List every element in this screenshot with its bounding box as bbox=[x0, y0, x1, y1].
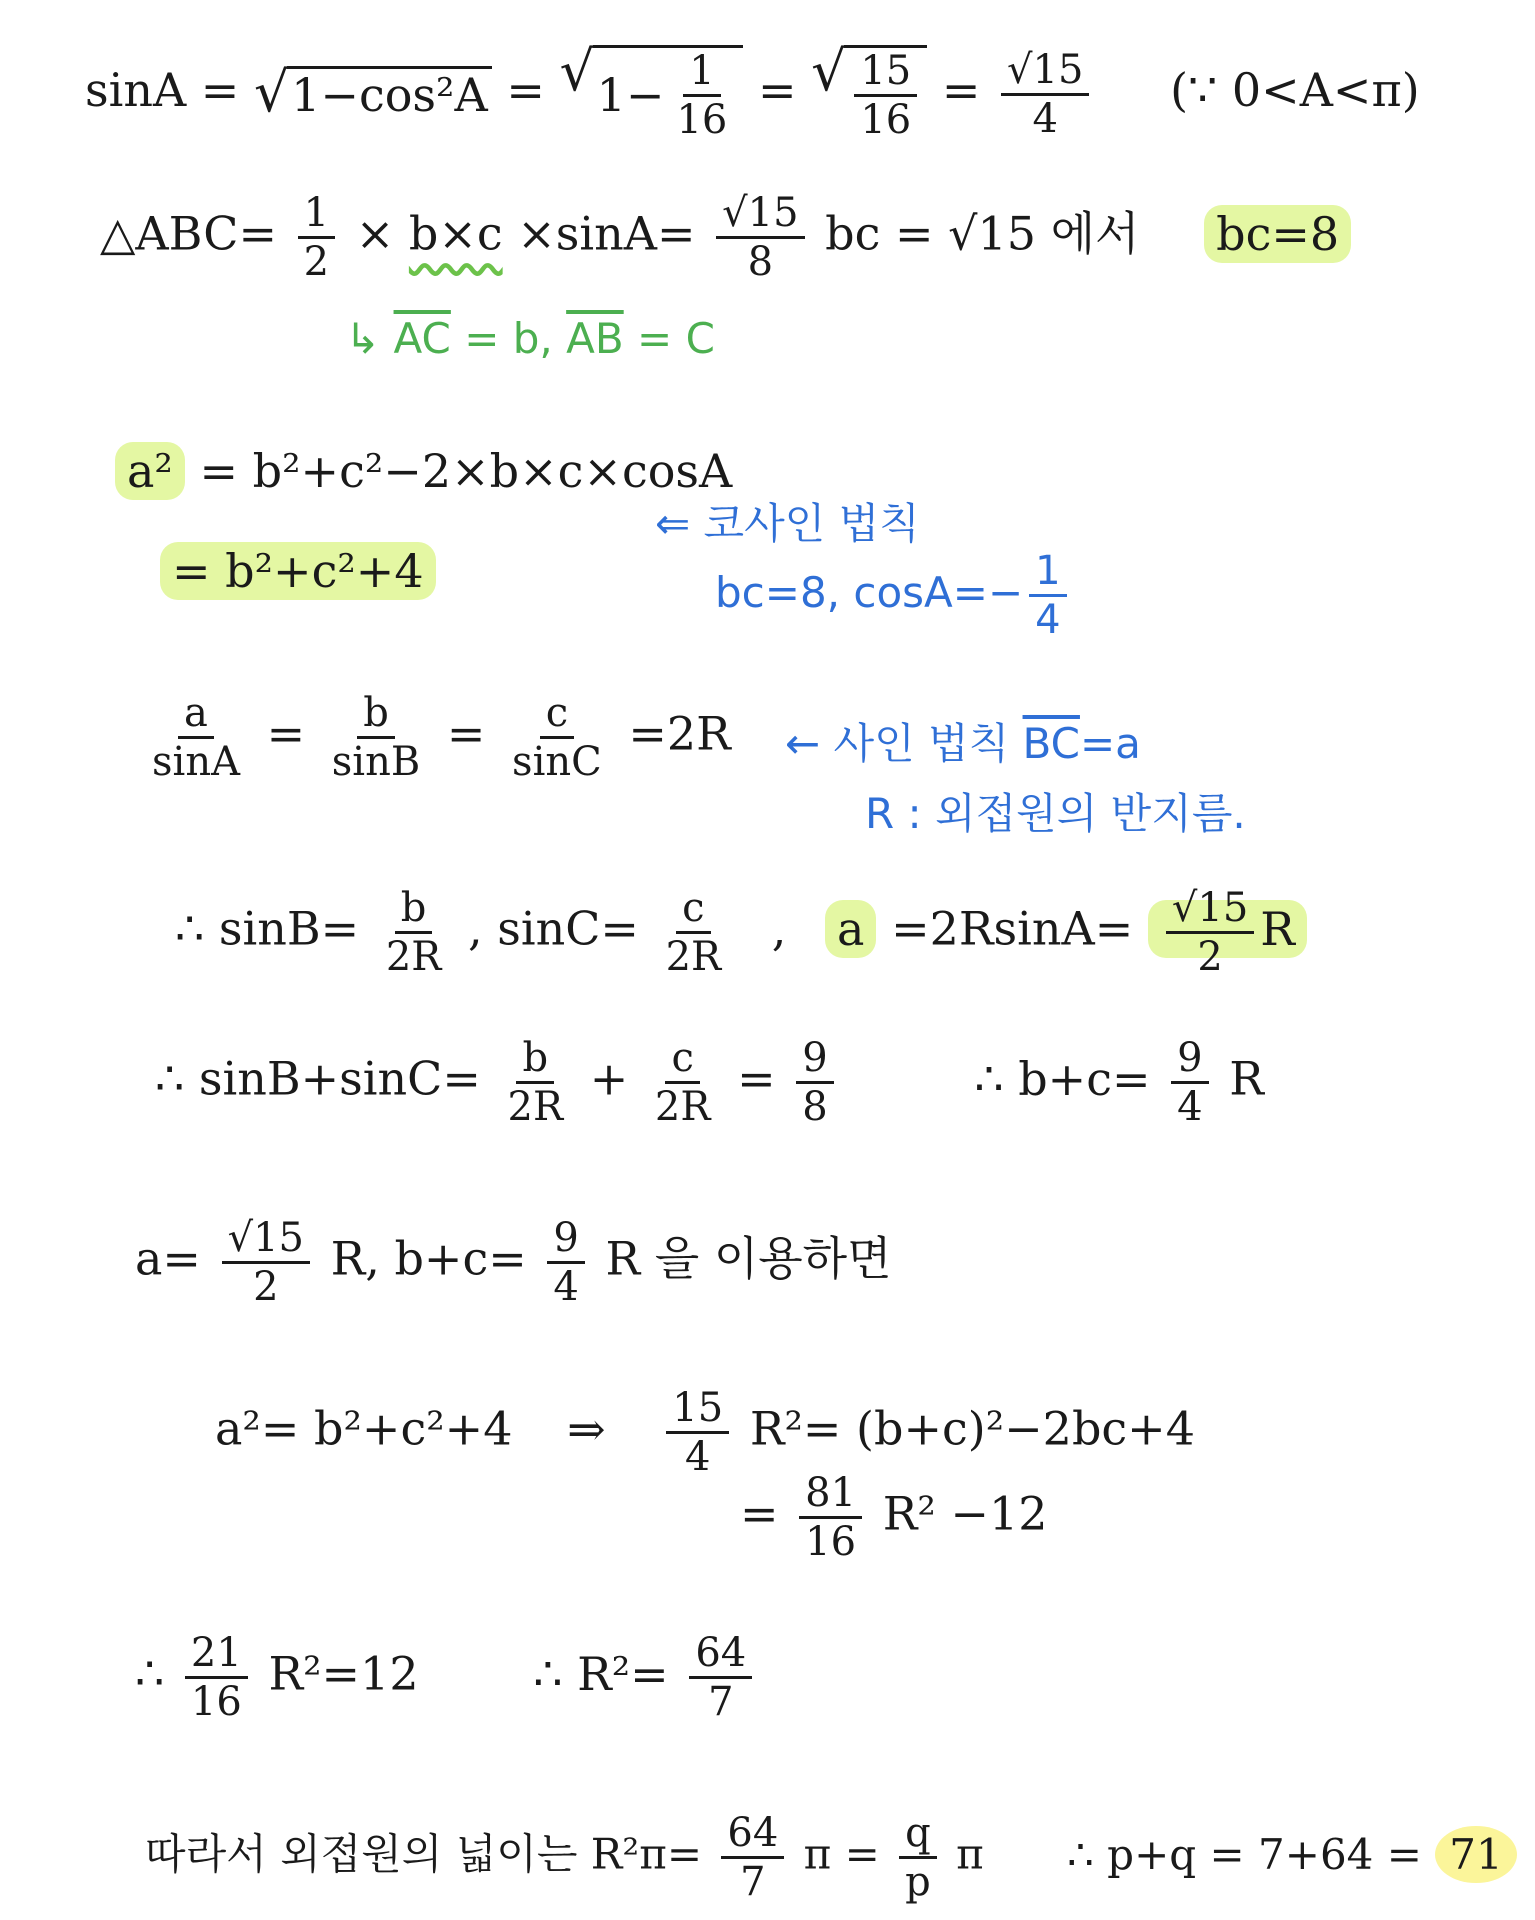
cosine-law-note: ⇐ 코사인 법칙 bc=8, cosA=− $\frac{1}{4}$ bbox=[655, 500, 1073, 643]
fraction: $\frac{64}{7}$ bbox=[689, 1630, 752, 1725]
eq-line-7: ∴ sinB+sinC= $\frac{b}{2R}$ + $\frac{c}{2R}$ = $\frac{9}{8}$ ∴ b+c= $\frac{9}{4}$ R bbox=[155, 1035, 1264, 1130]
highlight-a-value: $\frac{√15}{2}$ R bbox=[1148, 900, 1307, 958]
green-note: ↳ $\overline{AC} = b$, $\overline{AB} = C$ bbox=[345, 314, 715, 363]
eq-line-10: = $\frac{81}{16}$ R² −12 bbox=[740, 1470, 1048, 1565]
eq-line-8: a= $\frac{√15}{2}$ R, b+c= $\frac{9}{4}$ R 을 이용하면 bbox=[135, 1215, 892, 1310]
fraction: $\frac{b}{\sin B}$ bbox=[331, 690, 421, 785]
fraction: $\frac{√15}{4}$ bbox=[1001, 47, 1089, 142]
eq-line-3: a² = b²+c²−2×b×c×cosA bbox=[115, 445, 732, 498]
eq-line-5: $\frac{a}{\sin A}$ = $\frac{b}{\sin B}$ = $\frac{c}{\sin C}$ =2R bbox=[140, 690, 731, 785]
highlight-bc: bc=8 bbox=[1204, 205, 1351, 263]
fraction: $\frac{b}{2R}$ bbox=[507, 1035, 564, 1130]
sqrt-expression: √ $\frac{15}{16}$ bbox=[811, 45, 927, 143]
reason-note: (∵ 0<A<π) bbox=[1170, 63, 1420, 117]
eq-line-1: sinA = √ 1−cos²A = √ 1− $\frac{1}{16}$ = √ $\frac{15}{16}$ = $\frac{√15}{4}$ (∵ 0<A<π) bbox=[85, 40, 1420, 143]
fraction: $\frac{9}{4}$ bbox=[1171, 1035, 1208, 1130]
eq-line-11: ∴ $\frac{21}{16}$ R²=12 ∴ R²= $\frac{64}{7}$ bbox=[135, 1630, 758, 1725]
highlight-a: a bbox=[825, 900, 876, 958]
eq-line-2: △ABC= $\frac{1}{2}$ × b×c ×sinA= $\frac{√15}{8}$ bc = √15 에서 bc=8 bbox=[100, 190, 1351, 285]
fraction: $\frac{b}{2R}$ bbox=[385, 885, 442, 980]
fraction: $\frac{81}{16}$ bbox=[799, 1470, 862, 1565]
sqrt-expression: √ 1− $\frac{1}{16}$ bbox=[559, 45, 743, 143]
fraction: $\frac{√15}{2}$ bbox=[222, 1215, 310, 1310]
eq-line-4 bbox=[160, 545, 436, 598]
fraction: $\frac{21}{16}$ bbox=[185, 1630, 248, 1725]
wavy-underlined-term: b×c bbox=[408, 206, 503, 261]
fraction: $\frac{c}{2R}$ bbox=[665, 885, 722, 980]
fraction: $\frac{1}{2}$ bbox=[298, 190, 335, 285]
sina-label: sinA bbox=[85, 63, 187, 117]
highlight-a-squared: a² bbox=[115, 442, 185, 500]
fraction: $\frac{a}{\sin A}$ bbox=[152, 690, 240, 785]
eq-line-9: a²= b²+c²+4 ⇒ $\frac{15}{4}$ R²= (b+c)²−2bc+4 bbox=[215, 1385, 1195, 1480]
fraction: $\frac{c}{2R}$ bbox=[654, 1035, 711, 1130]
sqrt-expression: √ 1−cos²A bbox=[254, 66, 492, 122]
eq-line-6: ∴ sinB= $\frac{b}{2R}$ , sinC= $\frac{c}{2R}$ , a =2RsinA= $\frac{√15}{2}$ R bbox=[175, 885, 1307, 980]
fraction: $\frac{15}{4}$ bbox=[666, 1385, 729, 1480]
fraction: $\frac{√15}{8}$ bbox=[716, 190, 804, 285]
sine-law-note: ← 사인 법칙 $\overline{BC}=a$ R : 외접원의 반지름. bbox=[785, 719, 1246, 839]
fraction: $\frac{9}{4}$ bbox=[547, 1215, 584, 1310]
fraction: $\frac{c}{\sin C}$ bbox=[512, 690, 602, 785]
eq-line-12: 따라서 외접원의 넓이는 R²π= $\frac{64}{7}$ π = $\frac{q}{p}$ π ∴ p+q = 7+64 = 71 bbox=[145, 1810, 1517, 1905]
highlight-result: = b²+c²+4 bbox=[160, 542, 436, 600]
fraction: $\frac{q}{p}$ bbox=[899, 1810, 937, 1905]
fraction: $\frac{9}{8}$ bbox=[796, 1035, 833, 1130]
answer-highlight: 71 bbox=[1435, 1826, 1516, 1883]
fraction: $\frac{64}{7}$ bbox=[721, 1810, 784, 1905]
